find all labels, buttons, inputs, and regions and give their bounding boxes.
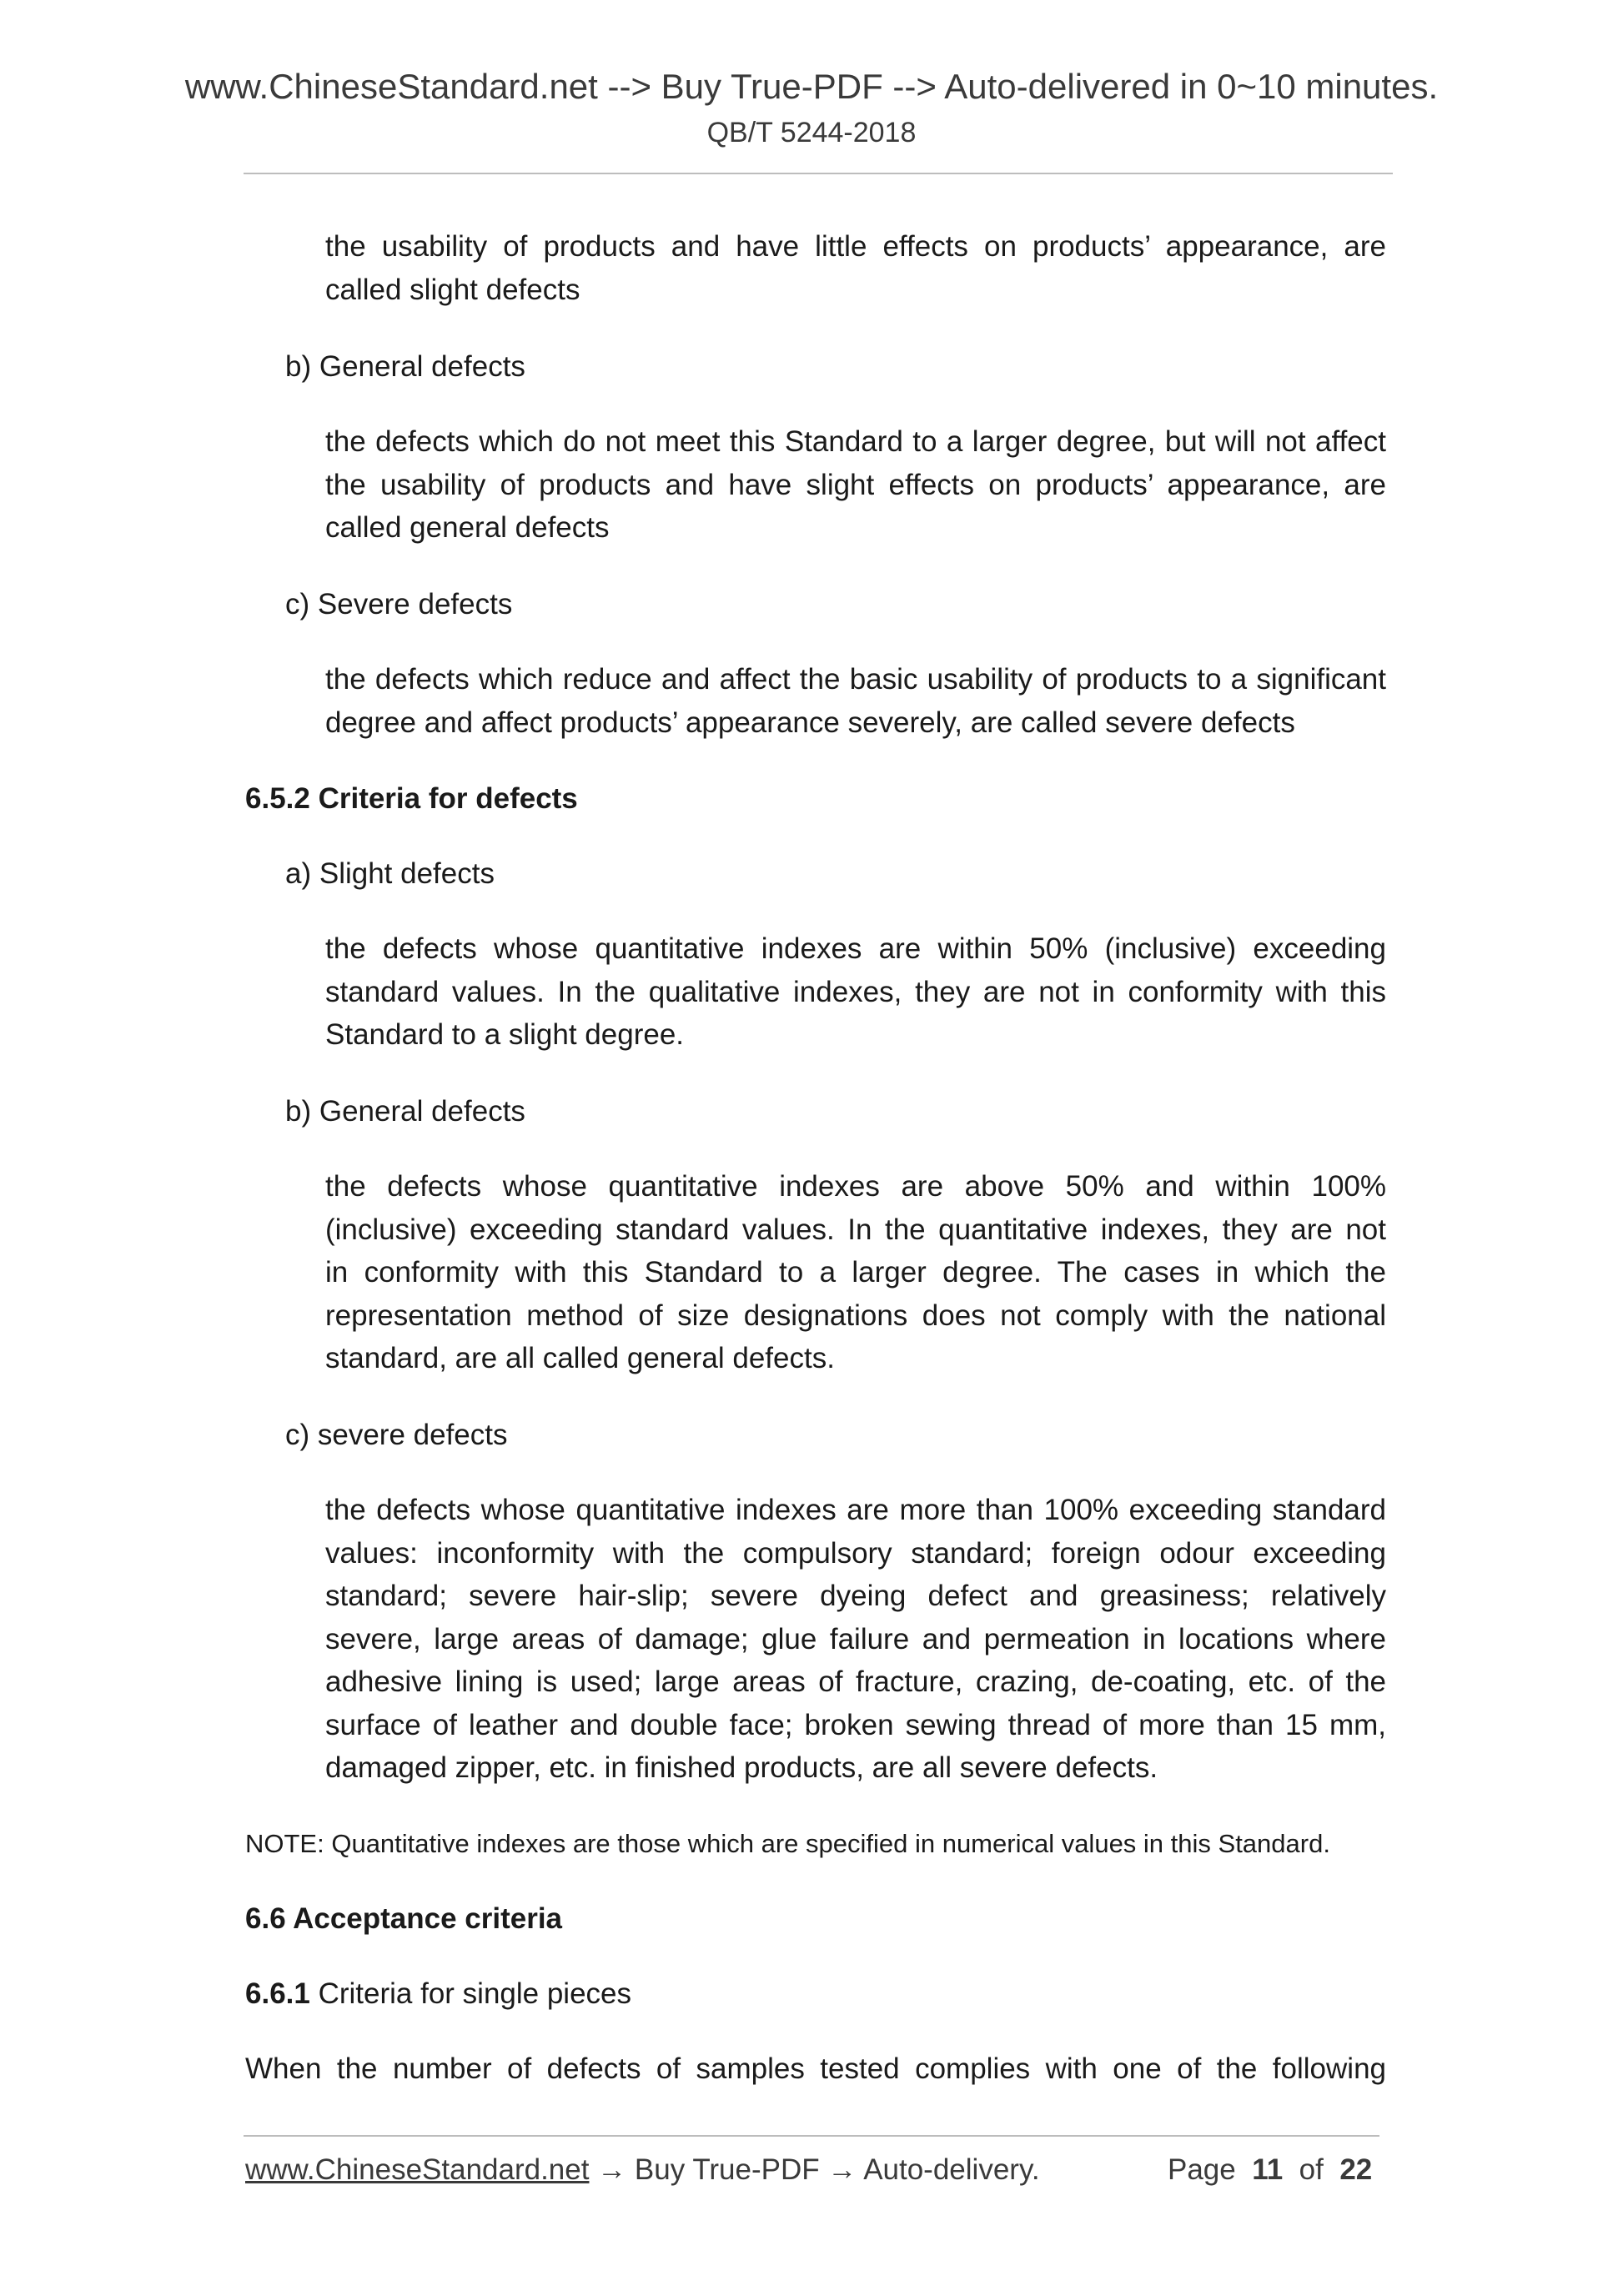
of-label: of — [1299, 2153, 1324, 2186]
text-line: the defects whose quantitative indexes are more than 100% exceeding standard — [325, 1494, 1386, 1526]
text-line: values: inconformity with the compulsory standard; foreign odour exceeding — [325, 1536, 1386, 1570]
criteria-severe-label: c) severe defects — [285, 1419, 508, 1451]
general-defects-description — [325, 420, 1386, 550]
criteria-severe-description — [325, 1489, 1386, 1790]
footer-promo — [245, 2152, 1040, 2188]
text-line: degree and affect products’ appearance severely, are called severe defects — [325, 706, 1295, 739]
criteria-slight-label: a) Slight defects — [285, 857, 495, 890]
text-line: When the number of defects of samples tested complies with one of the following — [245, 2052, 1386, 2085]
criteria-general-description — [325, 1165, 1386, 1380]
section-6-6-1-heading — [245, 1972, 631, 2016]
text-line: the defects whose quantitative indexes are above 50% and within 100% — [325, 1170, 1386, 1203]
criteria-general-label: b) General defects — [285, 1095, 525, 1128]
text-line: called slight defects — [325, 273, 580, 306]
text-line: the usability of products and have little effects on products’ appearance, are — [325, 230, 1386, 263]
text-line: Standard to a slight degree. — [325, 1018, 685, 1051]
page-total: 22 — [1339, 2153, 1373, 2186]
arrow-icon: → — [819, 2153, 864, 2186]
text-line: standard; severe hair-slip; severe dyeing defect and greasiness; relatively — [325, 1580, 1386, 1612]
text-line: the usability of products and have slight effects on products’ appearance, are — [325, 468, 1386, 501]
section-6-5-2-heading: 6.5.2 Criteria for defects — [245, 782, 578, 815]
text-line: standard, are all called general defects. — [325, 1342, 835, 1374]
criteria-slight-description — [325, 927, 1386, 1057]
text-line: standard values. In the qualitative indexes, they are not in conformity with this — [325, 975, 1386, 1008]
section-number: 6.6.1 — [245, 1977, 310, 2010]
text-line: severe, large areas of damage; glue failure and permeation in locations where — [325, 1622, 1386, 1655]
footer-auto-text: Auto-delivery. — [863, 2153, 1040, 2186]
arrow-icon: → — [589, 2153, 635, 2186]
footer-buy-text: Buy True-PDF — [634, 2153, 820, 2186]
page-indicator — [1168, 2152, 1372, 2188]
footer-divider — [244, 2135, 1379, 2137]
page-label: Page — [1168, 2153, 1236, 2186]
section-6-6-heading: 6.6 Acceptance criteria — [245, 1902, 563, 1935]
general-defects-label: b) General defects — [285, 350, 525, 383]
page-number: 11 — [1252, 2153, 1284, 2186]
text-line: (inclusive) exceeding standard values. In the quantitative indexes, they are not — [325, 1213, 1386, 1246]
acceptance-paragraph — [245, 2047, 1386, 2091]
text-line: the defects which do not meet this Standard to a larger degree, but will not affect — [325, 425, 1386, 458]
quantitative-note: NOTE: Quantitative indexes are those which are specified in numerical values in this Standard. — [245, 1829, 1330, 1858]
severe-defects-label: c) Severe defects — [285, 588, 513, 620]
text-line: damaged zipper, etc. in finished products, are all severe defects. — [325, 1751, 1158, 1784]
text-line: surface of leather and double face; broken sewing thread of more than 15 mm, — [325, 1708, 1386, 1741]
text-line: in conformity with this Standard to a larger degree. The cases in which the — [325, 1256, 1386, 1289]
text-line: the defects whose quantitative indexes are within 50% (inclusive) exceeding — [325, 932, 1386, 965]
header-divider — [244, 173, 1393, 174]
slight-defects-description — [325, 225, 1386, 311]
section-title: Criteria for single pieces — [309, 1977, 632, 2010]
footer-site-link[interactable]: www.ChineseStandard.net — [245, 2153, 590, 2186]
header-banner: www.ChineseStandard.net --> Buy True-PDF --> Auto-delivered in 0~10 minutes. — [184, 67, 1439, 106]
standard-number: QB/T 5244-2018 — [706, 117, 917, 148]
severe-defects-description — [325, 658, 1386, 744]
text-line: called general defects — [325, 511, 610, 544]
text-line: representation method of size designations does not comply with the national — [325, 1299, 1386, 1332]
text-line: the defects which reduce and affect the basic usability of products to a significant — [325, 663, 1386, 696]
text-line: adhesive lining is used; large areas of fracture, crazing, de-coating, etc. of the — [325, 1665, 1386, 1698]
